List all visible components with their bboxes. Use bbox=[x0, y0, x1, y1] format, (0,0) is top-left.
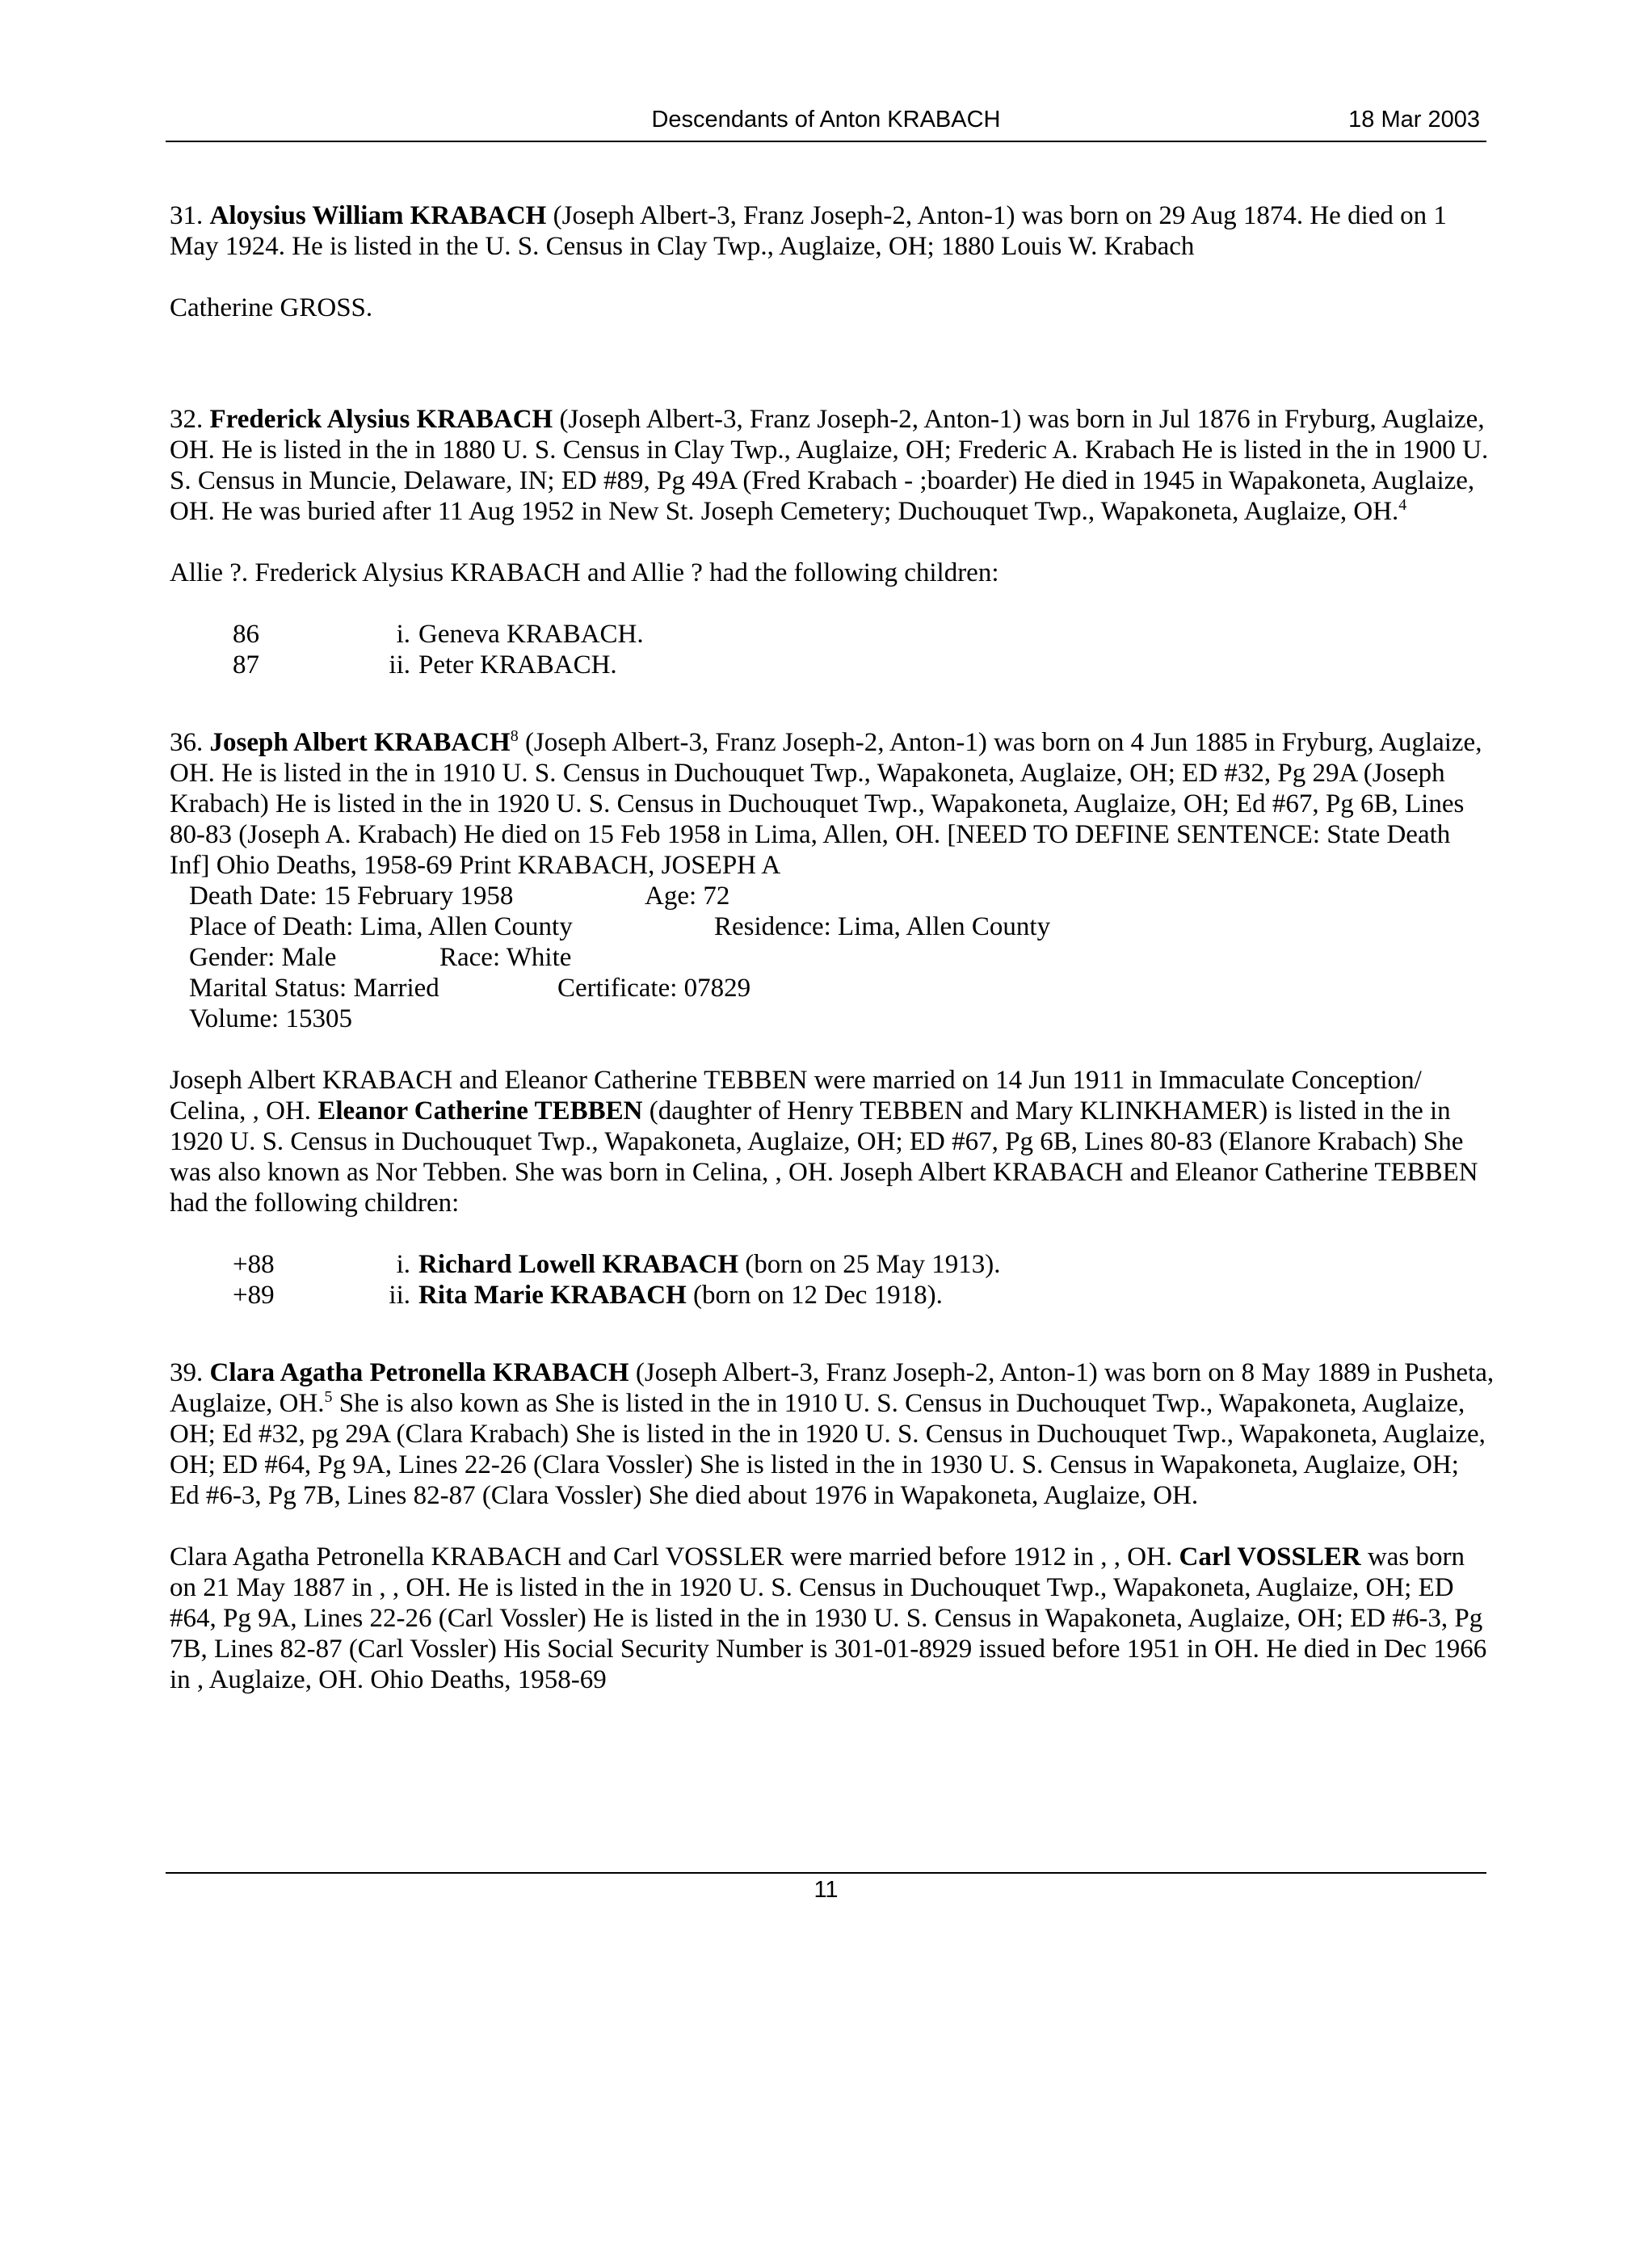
death-age: Age: 72 bbox=[645, 882, 730, 911]
spouse-text: (daughter of Henry TEBBEN and Mary KLINKHAMER) is listed in the in 1920 U. S. Census in Duchouquet Twp., Wapakoneta, Auglaize, OH; ED #67, Pg 6B, Lines 80-83 (Elanore Krabach) She was also known as Nor Tebben. She was born in Celina, , OH. Joseph Albert KRABACH and Eleanor Catherine TEBBEN had the following children: bbox=[170, 1096, 1478, 1218]
marriage-text: Clara Agatha Petronella KRABACH and Carl VOSSLER were married before 1912 in , , OH. bbox=[170, 1542, 1179, 1572]
entry-31-paragraph bbox=[170, 200, 1495, 262]
entry-32-paragraph bbox=[170, 404, 1495, 527]
child-number: 86 bbox=[233, 620, 259, 649]
child-row bbox=[233, 1280, 1495, 1311]
entry-36-marriage bbox=[170, 1065, 1495, 1218]
entry-32-spouse: Allie ?. Frederick Alysius KRABACH and Allie ? had the following children: bbox=[170, 558, 999, 587]
entry-39-marriage bbox=[170, 1542, 1495, 1695]
child-roman: i. bbox=[396, 620, 410, 649]
child-row bbox=[233, 650, 1495, 680]
entry-31-text: (Joseph Albert-3, Franz Joseph-2, Anton-1) was born on 29 Aug 1874. He died on 1 May 1924. He is listed in the U. S. Census in Clay Twp., Auglaize, OH; 1880 Louis W. Krabach bbox=[170, 201, 1447, 261]
marriage-text: Joseph Albert KRABACH and Eleanor Catherine TEBBEN were married on 14 Jun 1911 in Immaculate Conception/ Celina, , OH. bbox=[170, 1066, 1422, 1126]
death-race: Race: White bbox=[439, 943, 572, 972]
entry-32-footnote: 4 bbox=[1398, 496, 1407, 514]
child-roman: ii. bbox=[389, 650, 410, 680]
child-row bbox=[233, 619, 1495, 650]
entry-39-number: 39. bbox=[170, 1358, 204, 1387]
death-volume: Volume: 15305 bbox=[189, 1004, 352, 1033]
page-number: 11 bbox=[813, 1877, 839, 1903]
entry-39-paragraph bbox=[170, 1357, 1495, 1511]
entry-39-text-a: (Joseph Albert-3, Franz Joseph-2, Anton-1) was born on 8 May 1889 in Pusheta, Auglaize, OH. bbox=[170, 1358, 1495, 1418]
child-birth: (born on 25 May 1913). bbox=[738, 1250, 1001, 1279]
death-gender: Gender: Male bbox=[189, 943, 337, 972]
spouse-name: Eleanor Catherine TEBBEN bbox=[317, 1096, 643, 1126]
entry-32-number: 32. bbox=[170, 405, 204, 434]
death-date: Death Date: 15 February 1958 bbox=[189, 882, 514, 911]
child-name: Peter KRABACH. bbox=[418, 650, 617, 680]
child-entry bbox=[418, 1280, 1495, 1311]
child-birth: (born on 12 Dec 1918). bbox=[686, 1281, 943, 1310]
death-place: Place of Death: Lima, Allen County bbox=[189, 912, 573, 941]
child-roman: i. bbox=[396, 1250, 410, 1279]
spouse-text: was born on 21 May 1887 in , , OH. He is listed in the in 1920 U. S. Census in Duchouquet Twp., Wapakoneta, Auglaize, OH; ED #64, Pg 9A, Lines 22-26 (Carl Vossler) He is listed in the in 1930 U. S. Census in Wapakoneta, Auglaize, OH; ED #6-3, Pg 7B, Lines 82-87 (Carl Vossler) His Social Security Number is 301-01-8929 issued before 1951 in OH. He died in Dec 1966 in , Auglaize, OH. Ohio Deaths, 1958-69 bbox=[170, 1542, 1487, 1694]
entry-36 bbox=[170, 727, 1495, 1311]
child-number: +89 bbox=[233, 1281, 275, 1310]
child-row bbox=[233, 1249, 1495, 1280]
entry-31-name: Aloysius William KRABACH bbox=[209, 201, 547, 230]
header-title: Descendants of Anton KRABACH bbox=[651, 107, 1001, 133]
page-footer bbox=[166, 1872, 1486, 1903]
entry-32 bbox=[170, 404, 1495, 680]
entry-39-text-b: She is also kown as She is listed in the in 1910 U. S. Census in Duchouquet Twp., Wapakoneta, Auglaize, OH; Ed #32, pg 29A (Clara Krabach) She is listed in the in 1920 U. S. Census in Duchouquet Twp., Wapakoneta, Auglaize, OH; ED #64, Pg 9A, Lines 22-26 (Clara Vossler) She is listed in the in 1930 U. S. Census in Wapakoneta, Auglaize, OH; Ed #6-3, Pg 7B, Lines 82-87 (Clara Vossler) She died about 1976 in Wapakoneta, Auglaize, OH. bbox=[170, 1389, 1486, 1510]
entry-31-spouse: Catherine GROSS. bbox=[170, 293, 373, 322]
child-name: Richard Lowell KRABACH bbox=[418, 1250, 738, 1279]
entry-36-paragraph bbox=[170, 727, 1495, 881]
spouse-name: Carl VOSSLER bbox=[1179, 1542, 1361, 1572]
entry-31-number: 31. bbox=[170, 201, 204, 230]
child-number: +88 bbox=[233, 1250, 275, 1279]
child-name: Geneva KRABACH. bbox=[418, 620, 644, 649]
entry-36-text: (Joseph Albert-3, Franz Joseph-2, Anton-1) was born on 4 Jun 1885 in Fryburg, Auglaize, OH. He is listed in the in 1910 U. S. Census in Duchouquet Twp., Wapakoneta, Auglaize, OH; ED #32, Pg 29A (Joseph Krabach) He is listed in the in 1920 U. S. Census in Duchouquet Twp., Wapakoneta, Auglaize, OH; Ed #67, Pg 6B, Lines 80-83 (Joseph A. Krabach) He died on 15 Feb 1958 in Lima, Allen, OH. [NEED TO DEFINE SENTENCE: State Death Inf] Ohio Deaths, 1958-69 Print KRABACH, JOSEPH A bbox=[170, 728, 1482, 880]
child-name: Rita Marie KRABACH bbox=[418, 1281, 687, 1310]
entry-39 bbox=[170, 1357, 1495, 1695]
entry-36-footnote: 8 bbox=[510, 727, 519, 745]
child-number: 87 bbox=[233, 650, 259, 680]
death-marital: Marital Status: Married bbox=[189, 974, 439, 1003]
entry-36-number: 36. bbox=[170, 728, 204, 757]
entry-32-name: Frederick Alysius KRABACH bbox=[209, 405, 553, 434]
document-body bbox=[170, 200, 1495, 1695]
child-roman: ii. bbox=[389, 1281, 410, 1310]
entry-31 bbox=[170, 200, 1495, 323]
page-header bbox=[166, 103, 1486, 142]
entry-39-footnote: 5 bbox=[324, 1388, 333, 1406]
death-record bbox=[189, 881, 1495, 1034]
death-certificate: Certificate: 07829 bbox=[557, 974, 751, 1003]
entry-39-name: Clara Agatha Petronella KRABACH bbox=[209, 1358, 629, 1387]
death-residence: Residence: Lima, Allen County bbox=[714, 912, 1051, 941]
header-date: 18 Mar 2003 bbox=[1348, 107, 1480, 133]
entry-36-name: Joseph Albert KRABACH bbox=[209, 728, 511, 757]
entry-32-text: (Joseph Albert-3, Franz Joseph-2, Anton-1) was born in Jul 1876 in Fryburg, Auglaize, OH. He is listed in the in 1880 U. S. Census in Clay Twp., Auglaize, OH; Frederic A. Krabach He is listed in the in 1900 U. S. Census in Muncie, Delaware, IN; ED #89, Pg 49A (Fred Krabach - ;boarder) He died in 1945 in Wapakoneta, Auglaize, OH. He was buried after 11 Aug 1952 in New St. Joseph Cemetery; Duchouquet Twp., Wapakoneta, Auglaize, OH. bbox=[170, 405, 1489, 526]
child-entry bbox=[418, 1249, 1495, 1280]
